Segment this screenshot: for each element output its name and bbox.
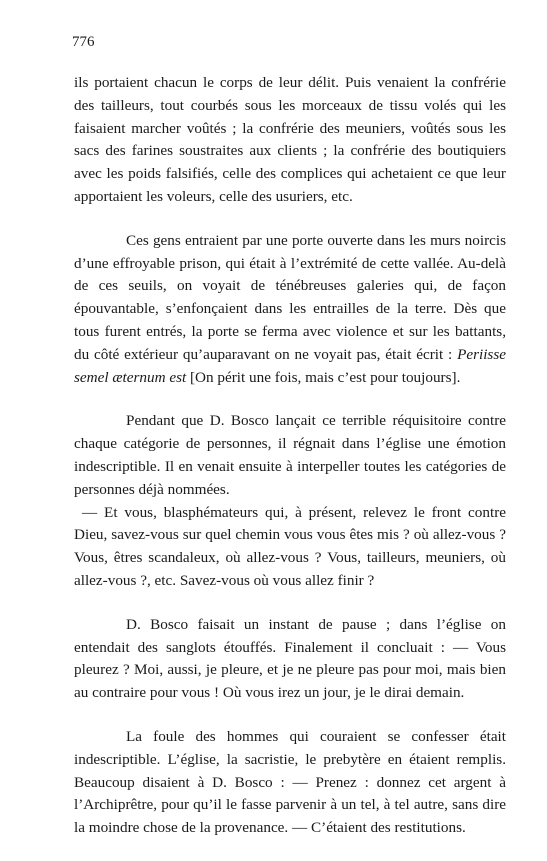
paragraph-prison-translation: [On périt une fois, mais c’est pour toujours].	[186, 368, 461, 386]
paragraph-prison	[74, 230, 506, 390]
paragraph-pause: D. Bosco faisait un instant de pause ; dans l’église on entendait des sanglots étouffés. Finalement il concluait : — Vous pleurez ? Moi, aussi, je pleure, et je ne pleure pas pour moi, mais bien au contraire pour vous ! Où vous irez un jour, je le dirai demain.	[74, 615, 506, 702]
paragraph-confreries: ils portaient chacun le corps de leur délit. Puis venaient la confrérie des tailleurs, tout courbés sous les morceaux de tissu volés qui les faisaient marcher voûtés ; la confrérie des meuniers, voûtés sous les sacs des farines soustraites aux clients ; la confrérie des boutiquiers avec les poids falsifiés, celle des complices qui achetaient ce que leur apportaient les voleurs, celle des usuriers, etc.	[74, 74, 506, 205]
page-body	[74, 72, 506, 861]
paragraph-confessions: La foule des hommes qui couraient se confesser était indescriptible. L’église, la sacristie, le prebytère en étaient remplis. Beaucoup disaient à D. Bosco : — Prenez : donnez cet argent à l’Archiprêtre, pour qu’il le fasse parvenir à un tel, à tel autre, sans dire la moindre chose de la provenance. — C’étaient des restitutions.	[74, 727, 506, 837]
paragraph-prison-text: Ces gens entraient par une porte ouverte dans les murs noircis d’une effroyable prison, qui était à l’extrémité de cette vallée. Au-delà de ces seuils, on voyait de ténébreuses galeries qui, de façon épouvantable, s’enfonçaient dans les entrailles de la terre. Dès que tous furent entrés, la porte se ferma avec violence et sur les battants, du côté extérieur qu’auparavant on ne voyait pas, était écrit :	[74, 231, 506, 363]
paragraph-requisitoire: Pendant que D. Bosco lançait ce terrible réquisitoire contre chaque catégorie de personnes, il régnait dans l’église une émotion indescriptible. Il en venait ensuite à interpeller toutes les catégories de personnes déjà nommées.	[74, 412, 506, 498]
page-number: 776	[72, 34, 95, 50]
paragraph-interpellation: — Et vous, blasphémateurs qui, à présent, relevez le front contre Dieu, savez-vous sur quel chemin vous vous êtes mis ? où allez-vous ? Vous, êtres scandaleux, où allez-vous ? Vous, tailleurs, meuniers, où allez-vous ?, etc. Savez-vous où vous allez finir ?	[74, 503, 506, 589]
latin-inscription: Periisse semel æternum est	[74, 345, 506, 386]
